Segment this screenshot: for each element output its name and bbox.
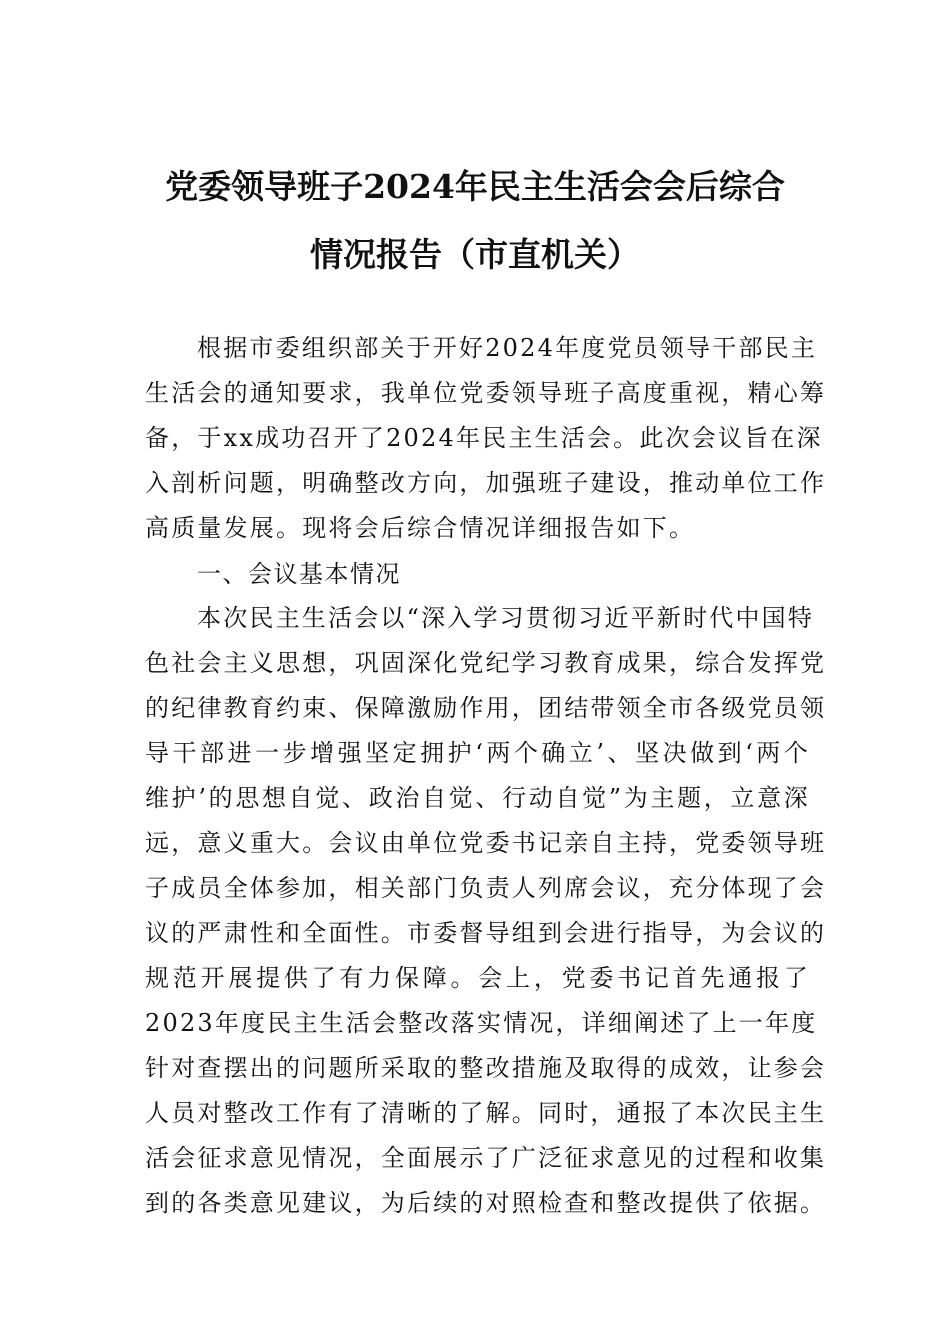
paragraph-line: 的纪律教育约束、保障激励作用，团结带领全市各级党员领 [145,694,827,722]
paragraph-intro [145,326,827,551]
paragraph-line: 2023年度民主生活会整改落实情况，详细阐述了上一年度 [145,1009,818,1037]
paragraph-line: 生活会的通知要求，我单位党委领导班子高度重视，精心筹 [145,379,827,407]
paragraph-line: 维护’的思想自觉、政治自觉、行动自觉”为主题，立意深 [145,784,810,812]
paragraph-line: 子成员全体参加，相关部门负责人列席会议，充分体现了会 [145,874,827,902]
paragraph-line: 本次民主生活会以“深入学习贯彻习近平新时代中国特 [197,604,815,632]
paragraph-line: 到的各类意见建议，为后续的对照检查和整改提供了依据。 [145,1189,827,1217]
paragraph-line: 针对查摆出的问题所采取的整改措施及取得的成效，让参会 [145,1054,827,1082]
paragraph-line: 规范开展提供了有力保障。会上，党委书记首先通报了 [145,964,810,992]
paragraph-line: 备，于xx成功召开了2024年民主生活会。此次会议旨在深 [145,424,823,452]
section-heading: 一、会议基本情况 [197,560,401,588]
paragraph-line: 根据市委组织部关于开好2024年度党员领导干部民主 [197,334,818,362]
document-title-line-2: 情况报告（市直机关） [310,235,640,274]
paragraph-line: 高质量发展。现将会后综合情况详细报告如下。 [145,514,696,542]
paragraph-line: 议的严肃性和全面性。市委督导组到会进行指导，为会议的 [145,919,827,947]
paragraph-line: 入剖析问题，明确整改方向，加强班子建设，推动单位工作 [145,469,827,497]
paragraph-line: 活会征求意见情况，全面展示了广泛征求意见的过程和收集 [145,1144,827,1172]
paragraph-line: 人员对整改工作有了清晰的了解。同时，通报了本次民主生 [145,1099,827,1127]
paragraph-meeting-overview [145,596,827,1226]
paragraph-line: 色社会主义思想，巩固深化党纪学习教育成果，综合发挥党 [145,649,827,677]
paragraph-line: 导干部进一步增强坚定拥护‘两个确立’、坚决做到‘两个 [145,739,810,767]
document-title-line-1: 党委领导班子2024年民主生活会会后综合 [165,167,785,206]
paragraph-line: 远，意义重大。会议由单位党委书记亲自主持，党委领导班 [145,829,827,857]
